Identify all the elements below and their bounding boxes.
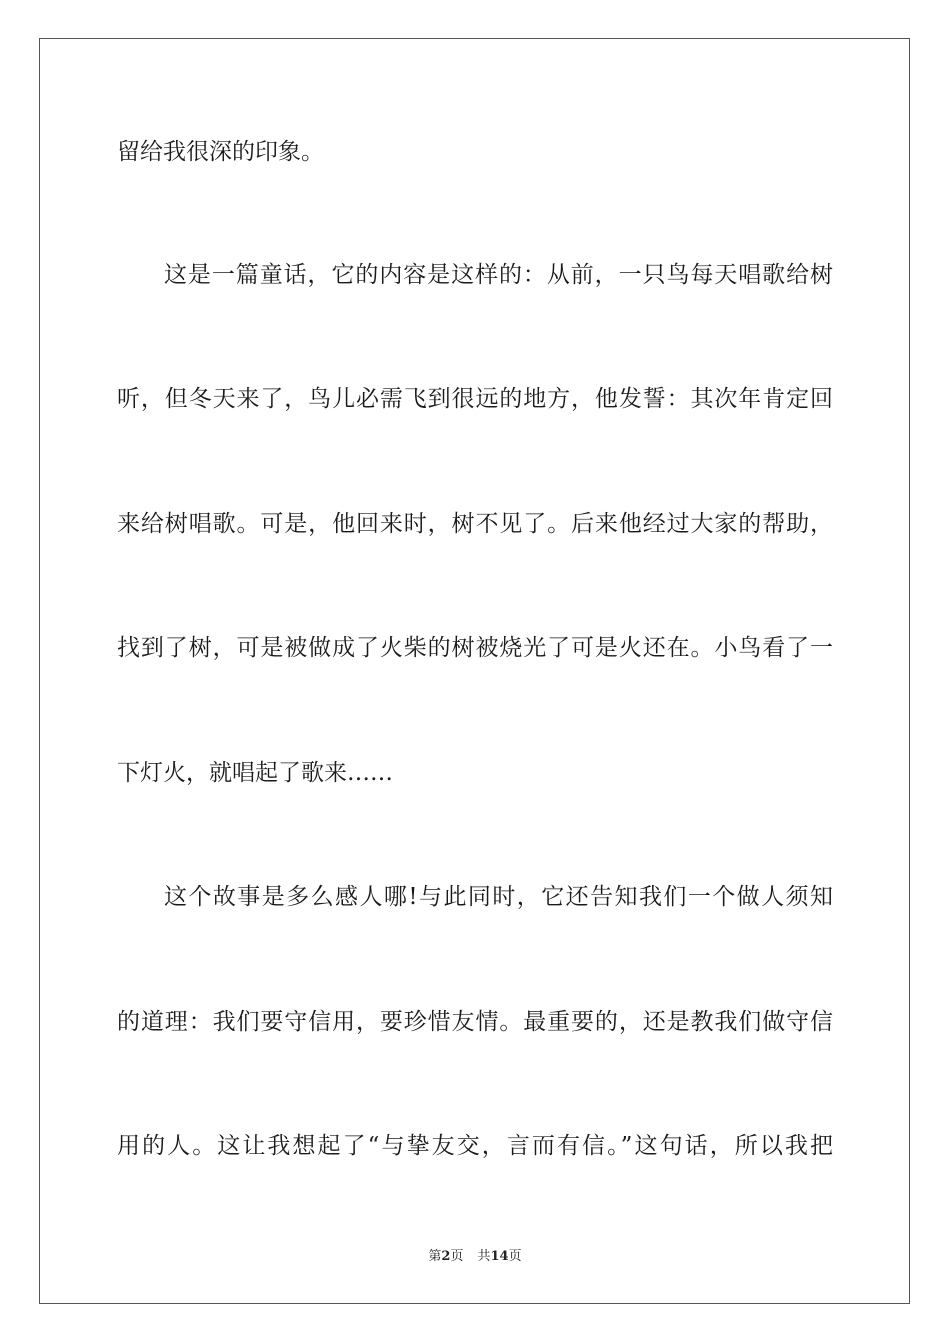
text-line: 来给树唱歌。可是，他回来时，树不见了。后来他经过大家的帮助， [117, 511, 833, 537]
text-line: 的道理：我们要守信用，要珍惜友情。最重要的，还是教我们做守信 [117, 1009, 833, 1035]
text-line: 留给我很深的印象。 [117, 139, 324, 165]
text-line: 找到了树，可是被做成了火柴的树被烧光了可是火还在。小鸟看了一 [117, 635, 833, 661]
total-prefix: 共 [477, 1249, 491, 1264]
paragraph-first-line: 这个故事是多么感人哪!与此同时，它还告知我们一个做人须知 [164, 884, 833, 910]
page-border [39, 38, 910, 1304]
page-footer [0, 1248, 950, 1266]
text-line: 用的人。这让我想起了“与挚友交，言而有信。”这句话，所以我把 [117, 1133, 833, 1159]
text-line: 听，但冬天来了，鸟儿必需飞到很远的地方，他发誓：其次年肯定回 [117, 386, 833, 412]
page-prefix: 第 [428, 1249, 442, 1264]
total-pages: 14 [490, 1249, 509, 1264]
paragraph-first-line: 这是一篇童话，它的内容是这样的：从前，一只鸟每天唱歌给树 [164, 262, 833, 288]
page-suffix: 页 [450, 1249, 464, 1264]
text-line: 下灯火，就唱起了歌来…… [117, 760, 393, 786]
page-number: 2 [441, 1249, 451, 1264]
total-suffix: 页 [508, 1249, 522, 1264]
